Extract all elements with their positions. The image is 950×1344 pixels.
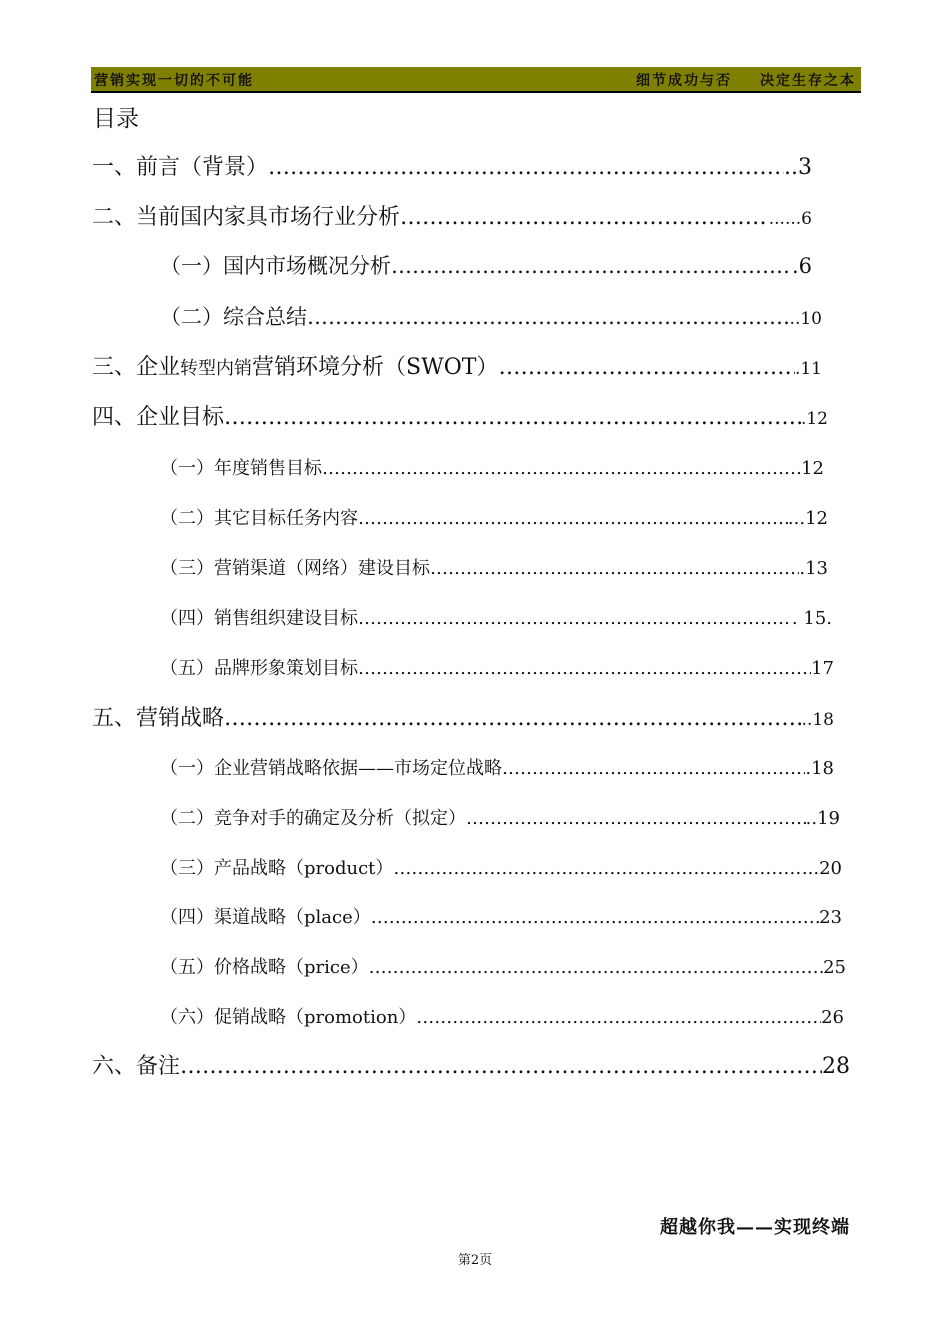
toc-entry-page: .13 [799, 558, 828, 579]
toc-entry-number: 一、 [92, 155, 137, 180]
toc-entry-title: （二）综合总结 [160, 305, 307, 329]
toc-leader-dots [371, 907, 819, 928]
toc-entry-page: .6 [791, 254, 812, 278]
toc-entry-page: .12 [800, 409, 828, 429]
toc-entry-title: （一）年度销售目标 [160, 458, 322, 479]
toc-leader-dots [358, 608, 792, 629]
header-right-slogan [636, 70, 856, 90]
toc-entry-title: （五）品牌形象策划目标 [160, 658, 358, 679]
toc-title: 目录 [93, 106, 139, 132]
toc-entry-title-part: 营销环境分析（SWOT） [252, 355, 499, 380]
toc-entry-title: （三）产品战略（product） [160, 858, 394, 879]
toc-entry[interactable] [160, 604, 832, 630]
toc-leader-dots [180, 1054, 822, 1079]
toc-entry-title: 备注 [136, 1054, 181, 1079]
toc-entry[interactable] [160, 1003, 844, 1029]
toc-entry-title-part: 企业 [136, 355, 181, 380]
toc-entry-page: ......6 [768, 209, 812, 229]
page-header-bar [91, 67, 861, 93]
toc-entry-page: ..19 [805, 808, 840, 829]
toc-leader-dots [224, 706, 802, 731]
toc-entry-page: .11 [794, 359, 822, 379]
page-number: 第2页 [457, 1253, 493, 1268]
toc-leader-dots [391, 254, 792, 278]
toc-entry[interactable] [160, 804, 840, 830]
toc-entry[interactable] [160, 903, 842, 929]
toc-entry-title: （四）渠道战略（place） [160, 907, 371, 928]
toc-entry-number: 二、 [92, 205, 137, 230]
toc-entry[interactable] [92, 350, 822, 381]
toc-entry-page: . 15. [791, 608, 832, 629]
toc-leader-dots [358, 508, 788, 529]
toc-entry-title: 当前国内家具市场行业分析 [136, 205, 401, 230]
toc-entry-page: 23 [819, 907, 842, 928]
toc-entry-page: ..10 [789, 309, 822, 329]
header-right-part-1: 细节成功与否 [636, 73, 732, 89]
toc-entry-title: （一）国内市场概况分析 [160, 254, 391, 278]
toc-entry-page: 12 [801, 458, 824, 479]
toc-leader-dots [358, 658, 811, 679]
toc-entry-title: （一）企业营销战略依据——市场定位战略 [160, 758, 502, 779]
toc-entry-title: 营销战略 [136, 706, 225, 731]
toc-leader-dots [416, 1007, 821, 1028]
toc-entry-number: 五、 [92, 706, 137, 731]
toc-entry-page: ..3 [784, 155, 812, 180]
toc-entry[interactable] [92, 200, 812, 231]
toc-leader-dots [498, 355, 795, 380]
toc-entry-page: ...20 [801, 858, 842, 879]
toc-entry-page: 26 [821, 1007, 844, 1028]
toc-entry[interactable] [160, 504, 828, 530]
toc-entry[interactable] [160, 854, 842, 880]
toc-entry-page: ..18 [801, 710, 834, 730]
header-left-slogan: 营销实现一切的不可能 [94, 73, 254, 89]
toc-entry[interactable] [160, 301, 822, 331]
toc-entry[interactable] [160, 654, 834, 680]
toc-entry-title: （四）销售组织建设目标 [160, 608, 358, 629]
toc-entry-title: （二）其它目标任务内容 [160, 508, 358, 529]
toc-leader-dots [369, 957, 823, 978]
toc-leader-dots [307, 305, 790, 329]
toc-entry-number: 四、 [92, 405, 137, 430]
toc-entry[interactable] [160, 953, 846, 979]
toc-entry-title: （二）竞争对手的确定及分析（拟定） [160, 808, 466, 829]
toc-leader-dots [400, 205, 769, 230]
toc-entry-page: 28 [822, 1054, 850, 1079]
toc-entry[interactable] [160, 250, 812, 280]
toc-leader-dots [393, 858, 802, 879]
toc-leader-dots [268, 155, 784, 180]
toc-leader-dots [322, 458, 801, 479]
toc-entry-title: （六）促销战略（promotion） [160, 1007, 417, 1028]
toc-entry[interactable] [160, 454, 824, 480]
toc-entry-page: 25 [823, 957, 846, 978]
toc-entry-page: 17 [811, 658, 834, 679]
toc-entry[interactable] [160, 754, 834, 780]
toc-leader-dots [502, 758, 805, 779]
toc-entry-number: 六、 [92, 1054, 137, 1079]
toc-entry[interactable] [92, 150, 812, 181]
toc-entry[interactable] [92, 701, 834, 732]
toc-entry-page: .18 [805, 758, 834, 779]
toc-entry[interactable] [92, 400, 828, 431]
header-right-part-2: 决定生存之本 [760, 73, 856, 89]
toc-entry[interactable] [160, 554, 828, 580]
toc-entry-title [136, 350, 498, 381]
toc-entry-title: （三）营销渠道（网络）建设目标 [160, 558, 430, 579]
toc-leader-dots [430, 558, 799, 579]
toc-leader-dots [224, 405, 801, 430]
toc-entry[interactable] [92, 1049, 850, 1080]
toc-entry-title: 企业目标 [136, 405, 225, 430]
toc-leader-dots [466, 808, 806, 829]
toc-entry-title: 前言（背景） [136, 155, 269, 180]
toc-entry-page: ...12 [787, 508, 828, 529]
toc-entry-title-part: 转型内销 [180, 358, 253, 379]
toc-entry-number: 三、 [92, 355, 137, 380]
footer-slogan: 超越你我——实现终端 [660, 1217, 850, 1238]
toc-entry-title: （五）价格战略（price） [160, 957, 369, 978]
